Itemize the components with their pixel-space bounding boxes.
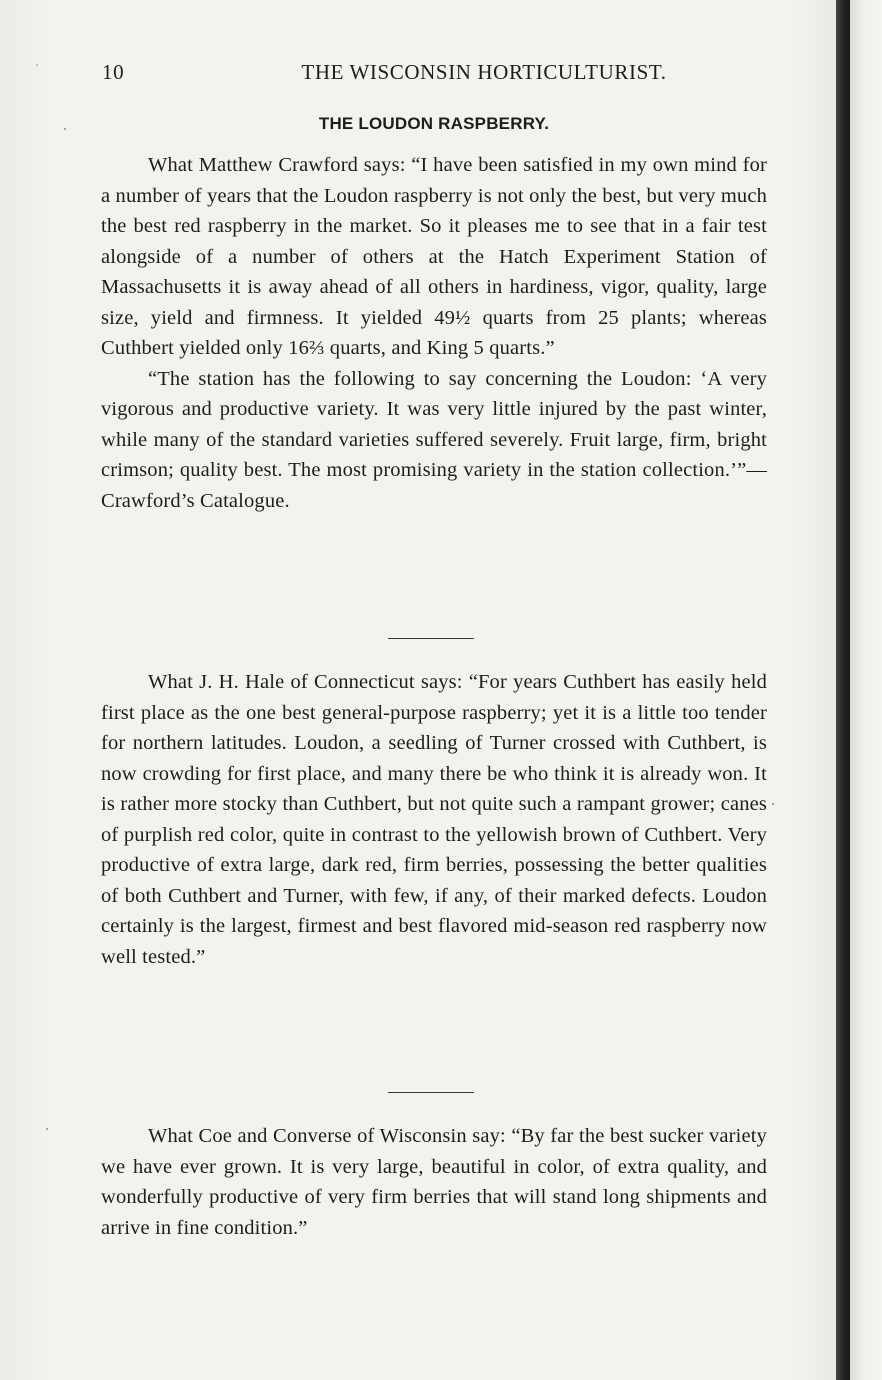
coe-converse-section [101,1121,767,1243]
paper-speck [64,128,66,130]
running-head [102,60,766,90]
crawford-paragraph: What Matthew Crawford says: “I have been satisfied in my own mind for a number of years that the Loudon raspberry is not only the best, but very much the best red raspberry in the market. So it pleases me to see that in a fair test alongside of a number of others at the Hatch Experiment Station of Massachusetts it is away ahead of all others in hardiness, vigor, quality, large size, yield and firmness. It yielded 49½ quarts from 25 plants; whereas Cuthbert yielded only 16⅔ quarts, and King 5 quarts.” [101,154,767,359]
crawford-section [101,150,767,516]
section-divider [388,1092,474,1093]
hale-section [101,667,767,972]
section-divider [388,638,474,639]
article-title: THE LOUDON RASPBERRY. [318,114,550,133]
journal-title: THE WISCONSIN HORTICULTURIST. [301,60,667,84]
station-paragraph: “The station has the following to say concerning the Loudon: ‘A very vigorous and productive variety. It was very little injured by the past winter, while many of the standard varieties suffered severely. Fruit large, firm, bright crimson; quality best. The most promising variety in the station collection.’”—Crawford’s Catalogue. [101,367,767,512]
coe-converse-paragraph: What Coe and Converse of Wisconsin say: “By far the best sucker variety we have ever grown. It is very large, beautiful in color, of extra quality, and wonderfully productive of very firm berries that will stand long shipments and arrive in fine condition.” [101,1125,767,1239]
paper-speck [46,1128,48,1130]
page-number: 10 [102,60,125,84]
paper-speck [36,64,38,66]
book-binding-edge [836,0,850,1380]
paper-speck [772,803,774,805]
hale-paragraph: What J. H. Hale of Connecticut says: “For years Cuthbert has easily held first place as the one best general-purpose raspberry; yet it is a little too tender for northern latitudes. Loudon, a seedling of Turner crossed with Cuthbert, is now crowding for first place, and many there be who think it is already won. It is rather more stocky than Cuthbert, but not quite such a rampant grower; canes of purplish red color, quite in contrast to the yellowish brown of Cuthbert. Very productive of extra large, dark red, firm berries, possessing the better qualities of both Cuthbert and Turner, with few, if any, of their marked defects. Loudon certainly is the largest, firmest and best flavored mid-season red raspberry now well tested.” [101,671,767,968]
facing-page-margin [850,0,882,1380]
